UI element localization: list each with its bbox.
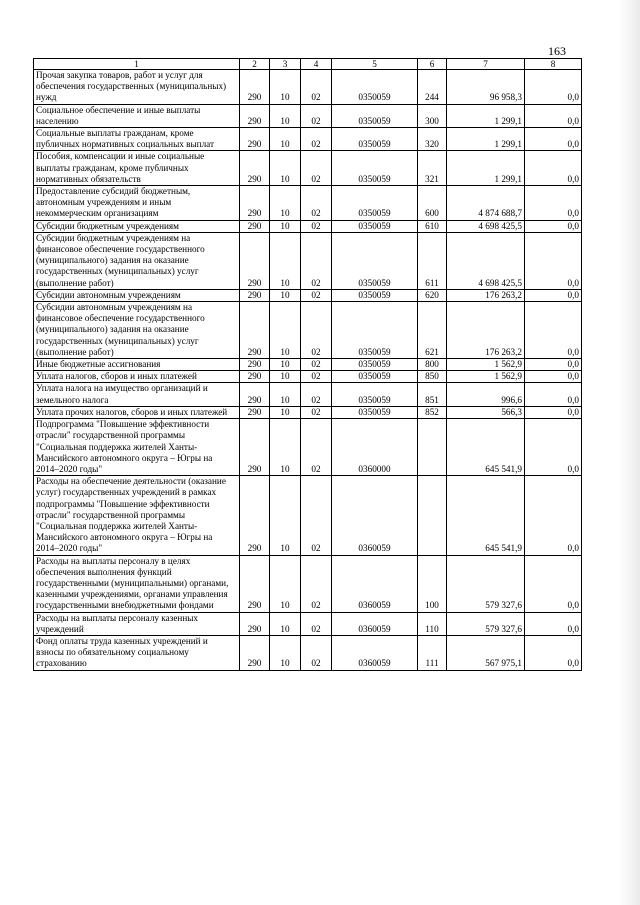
row-col-7: 567 975,1 xyxy=(447,635,525,670)
row-col-6 xyxy=(418,476,447,555)
table-row xyxy=(34,232,582,289)
row-col-7: 1 299,1 xyxy=(447,151,525,186)
row-col-7: 1 562,9 xyxy=(447,371,525,383)
col-header-2: 2 xyxy=(240,59,270,70)
row-col-7: 996,6 xyxy=(447,383,525,406)
row-col-2: 290 xyxy=(240,302,270,359)
row-col-5: 0350059 xyxy=(332,70,418,105)
row-name: Уплата налогов, сборов и иных платежей xyxy=(34,371,240,383)
row-col-7: 96 958,3 xyxy=(447,70,525,105)
table-row xyxy=(34,128,582,151)
row-col-4: 02 xyxy=(301,383,332,406)
row-col-3: 10 xyxy=(270,419,301,476)
row-col-8: 0,0 xyxy=(525,302,582,359)
row-col-6: 851 xyxy=(418,383,447,406)
row-col-5: 0350059 xyxy=(332,289,418,301)
table-row xyxy=(34,383,582,406)
row-col-4: 02 xyxy=(301,104,332,127)
row-col-7: 4 698 425,5 xyxy=(447,220,525,232)
row-name: Иные бюджетные ассигнования xyxy=(34,359,240,371)
row-col-4: 02 xyxy=(301,406,332,418)
row-col-6: 611 xyxy=(418,232,447,289)
row-col-5: 0360059 xyxy=(332,555,418,612)
table-row xyxy=(34,186,582,221)
row-col-3: 10 xyxy=(270,371,301,383)
row-name: Субсидии автономным учреждениям xyxy=(34,289,240,301)
row-col-4: 02 xyxy=(301,476,332,555)
row-col-4: 02 xyxy=(301,419,332,476)
row-col-7: 4 698 425,5 xyxy=(447,232,525,289)
row-col-5: 0360000 xyxy=(332,419,418,476)
row-col-6: 610 xyxy=(418,220,447,232)
row-col-6: 850 xyxy=(418,371,447,383)
row-col-8: 0,0 xyxy=(525,383,582,406)
col-header-3: 3 xyxy=(270,59,301,70)
row-col-8: 0,0 xyxy=(525,612,582,635)
row-col-2: 290 xyxy=(240,289,270,301)
row-col-5: 0360059 xyxy=(332,635,418,670)
row-name: Социальные выплаты гражданам, кроме публичных нормативных социальных выплат xyxy=(34,128,240,151)
row-col-8: 0,0 xyxy=(525,371,582,383)
row-col-8: 0,0 xyxy=(525,186,582,221)
col-header-6: 6 xyxy=(418,59,447,70)
row-col-6: 111 xyxy=(418,635,447,670)
row-col-4: 02 xyxy=(301,302,332,359)
row-col-8: 0,0 xyxy=(525,419,582,476)
row-col-3: 10 xyxy=(270,186,301,221)
row-col-5: 0350059 xyxy=(332,383,418,406)
row-name: Уплата прочих налогов, сборов и иных платежей xyxy=(34,406,240,418)
row-col-5: 0350059 xyxy=(332,186,418,221)
row-col-5: 0350059 xyxy=(332,232,418,289)
table-row xyxy=(34,555,582,612)
table-row xyxy=(34,302,582,359)
row-col-7: 1 299,1 xyxy=(447,104,525,127)
row-col-4: 02 xyxy=(301,289,332,301)
row-col-8: 0,0 xyxy=(525,232,582,289)
row-col-5: 0360059 xyxy=(332,476,418,555)
row-col-8: 0,0 xyxy=(525,104,582,127)
row-col-4: 02 xyxy=(301,128,332,151)
row-col-7: 176 263,2 xyxy=(447,289,525,301)
row-col-5: 0360059 xyxy=(332,612,418,635)
row-col-4: 02 xyxy=(301,635,332,670)
row-col-6: 300 xyxy=(418,104,447,127)
row-col-6: 621 xyxy=(418,302,447,359)
row-col-3: 10 xyxy=(270,555,301,612)
row-name: Прочая закупка товаров, работ и услуг для обеспечения государственных (муниципальных) нужд xyxy=(34,70,240,105)
table-row xyxy=(34,419,582,476)
row-col-2: 290 xyxy=(240,555,270,612)
row-col-4: 02 xyxy=(301,70,332,105)
row-col-3: 10 xyxy=(270,359,301,371)
row-col-3: 10 xyxy=(270,70,301,105)
row-col-4: 02 xyxy=(301,186,332,221)
row-col-5: 0350059 xyxy=(332,359,418,371)
row-col-7: 176 263,2 xyxy=(447,302,525,359)
row-name: Расходы на выплаты персоналу в целях обеспечения выполнения функций государственными (муниципальными) органами, казенными учреждениями, органами управления государственными внебюджетными фондами xyxy=(34,555,240,612)
row-col-7: 645 541,9 xyxy=(447,419,525,476)
row-col-6: 110 xyxy=(418,612,447,635)
row-col-7: 566,3 xyxy=(447,406,525,418)
row-col-5: 0350059 xyxy=(332,128,418,151)
row-col-5: 0350059 xyxy=(332,302,418,359)
row-col-8: 0,0 xyxy=(525,151,582,186)
table-row xyxy=(34,612,582,635)
row-col-6: 600 xyxy=(418,186,447,221)
table-row xyxy=(34,220,582,232)
row-col-6: 244 xyxy=(418,70,447,105)
row-col-3: 10 xyxy=(270,612,301,635)
header-row xyxy=(34,59,582,70)
row-col-4: 02 xyxy=(301,151,332,186)
col-header-1: 1 xyxy=(34,59,240,70)
row-col-3: 10 xyxy=(270,635,301,670)
row-col-8: 0,0 xyxy=(525,476,582,555)
col-header-7: 7 xyxy=(447,59,525,70)
row-col-8: 0,0 xyxy=(525,70,582,105)
row-name: Расходы на обеспечение деятельности (оказание услуг) государственных учреждений в рамках подпрограммы "Повышение эффективности отрасли" государственной программы "Социальная поддержка жителей Ханты-Мансийского автономного округа – Югры на 2014–2020 годы" xyxy=(34,476,240,555)
row-col-6: 620 xyxy=(418,289,447,301)
row-col-7: 579 327,6 xyxy=(447,612,525,635)
table-row xyxy=(34,635,582,670)
col-header-4: 4 xyxy=(301,59,332,70)
row-col-7: 645 541,9 xyxy=(447,476,525,555)
row-col-8: 0,0 xyxy=(525,128,582,151)
row-col-8: 0,0 xyxy=(525,220,582,232)
row-col-3: 10 xyxy=(270,383,301,406)
row-name: Субсидии бюджетным учреждениям на финансовое обеспечение государственного (муниципального) задания на оказание государственных (муниципальных) услуг (выполнение работ) xyxy=(34,232,240,289)
row-name: Субсидии автономным учреждениям на финансовое обеспечение государственного (муниципального) задания на оказание государственных (муниципальных) услуг (выполнение работ) xyxy=(34,302,240,359)
row-col-3: 10 xyxy=(270,104,301,127)
col-header-8: 8 xyxy=(525,59,582,70)
row-col-3: 10 xyxy=(270,302,301,359)
row-col-2: 290 xyxy=(240,406,270,418)
row-col-2: 290 xyxy=(240,128,270,151)
col-header-5: 5 xyxy=(332,59,418,70)
row-col-8: 0,0 xyxy=(525,289,582,301)
table-row xyxy=(34,289,582,301)
row-col-2: 290 xyxy=(240,359,270,371)
row-name: Расходы на выплаты персоналу казенных учреждений xyxy=(34,612,240,635)
row-col-5: 0350059 xyxy=(332,220,418,232)
row-col-6: 800 xyxy=(418,359,447,371)
row-name: Фонд оплаты труда казенных учреждений и взносы по обязательному социальному страхованию xyxy=(34,635,240,670)
row-name: Подпрограмма "Повышение эффективности отрасли" государственной программы "Социальная поддержка жителей Ханты-Мансийского автономного округа – Югры на 2014–2020 годы" xyxy=(34,419,240,476)
row-col-4: 02 xyxy=(301,612,332,635)
row-name: Пособия, компенсации и иные социальные выплаты гражданам, кроме публичных нормативных обязательств xyxy=(34,151,240,186)
row-col-3: 10 xyxy=(270,406,301,418)
row-col-4: 02 xyxy=(301,232,332,289)
row-col-8: 0,0 xyxy=(525,555,582,612)
row-col-2: 290 xyxy=(240,151,270,186)
page-number: 163 xyxy=(548,44,566,58)
row-col-4: 02 xyxy=(301,371,332,383)
row-col-4: 02 xyxy=(301,359,332,371)
table-row xyxy=(34,104,582,127)
row-col-4: 02 xyxy=(301,220,332,232)
row-col-7: 579 327,6 xyxy=(447,555,525,612)
row-col-7: 1 299,1 xyxy=(447,128,525,151)
table-row xyxy=(34,359,582,371)
row-col-6: 320 xyxy=(418,128,447,151)
row-col-3: 10 xyxy=(270,128,301,151)
row-col-2: 290 xyxy=(240,232,270,289)
row-col-5: 0350059 xyxy=(332,104,418,127)
row-col-6 xyxy=(418,419,447,476)
row-col-2: 290 xyxy=(240,220,270,232)
row-col-6: 852 xyxy=(418,406,447,418)
budget-table xyxy=(33,58,582,671)
row-col-2: 290 xyxy=(240,104,270,127)
row-col-5: 0350059 xyxy=(332,406,418,418)
row-name: Субсидии бюджетным учреждениям xyxy=(34,220,240,232)
table-row xyxy=(34,406,582,418)
row-name: Уплата налога на имущество организаций и земельного налога xyxy=(34,383,240,406)
row-col-2: 290 xyxy=(240,612,270,635)
row-col-5: 0350059 xyxy=(332,371,418,383)
table-row xyxy=(34,151,582,186)
row-col-2: 290 xyxy=(240,419,270,476)
row-col-3: 10 xyxy=(270,151,301,186)
row-col-8: 0,0 xyxy=(525,406,582,418)
row-col-2: 290 xyxy=(240,371,270,383)
row-col-2: 290 xyxy=(240,383,270,406)
row-col-3: 10 xyxy=(270,289,301,301)
row-col-8: 0,0 xyxy=(525,359,582,371)
row-col-2: 290 xyxy=(240,476,270,555)
table-row xyxy=(34,70,582,105)
row-col-2: 290 xyxy=(240,186,270,221)
row-col-6: 100 xyxy=(418,555,447,612)
row-col-6: 321 xyxy=(418,151,447,186)
row-col-8: 0,0 xyxy=(525,635,582,670)
row-col-2: 290 xyxy=(240,70,270,105)
scan-edge-shadow xyxy=(618,0,640,905)
row-col-3: 10 xyxy=(270,232,301,289)
table-row xyxy=(34,476,582,555)
table-row xyxy=(34,371,582,383)
row-col-5: 0350059 xyxy=(332,151,418,186)
row-col-7: 1 562,9 xyxy=(447,359,525,371)
row-col-7: 4 874 688,7 xyxy=(447,186,525,221)
row-col-3: 10 xyxy=(270,220,301,232)
row-name: Социальное обеспечение и иные выплаты населению xyxy=(34,104,240,127)
row-col-4: 02 xyxy=(301,555,332,612)
row-col-3: 10 xyxy=(270,476,301,555)
row-name: Предоставление субсидий бюджетным, автономным учреждениям и иным некоммерческим организациям xyxy=(34,186,240,221)
row-col-2: 290 xyxy=(240,635,270,670)
